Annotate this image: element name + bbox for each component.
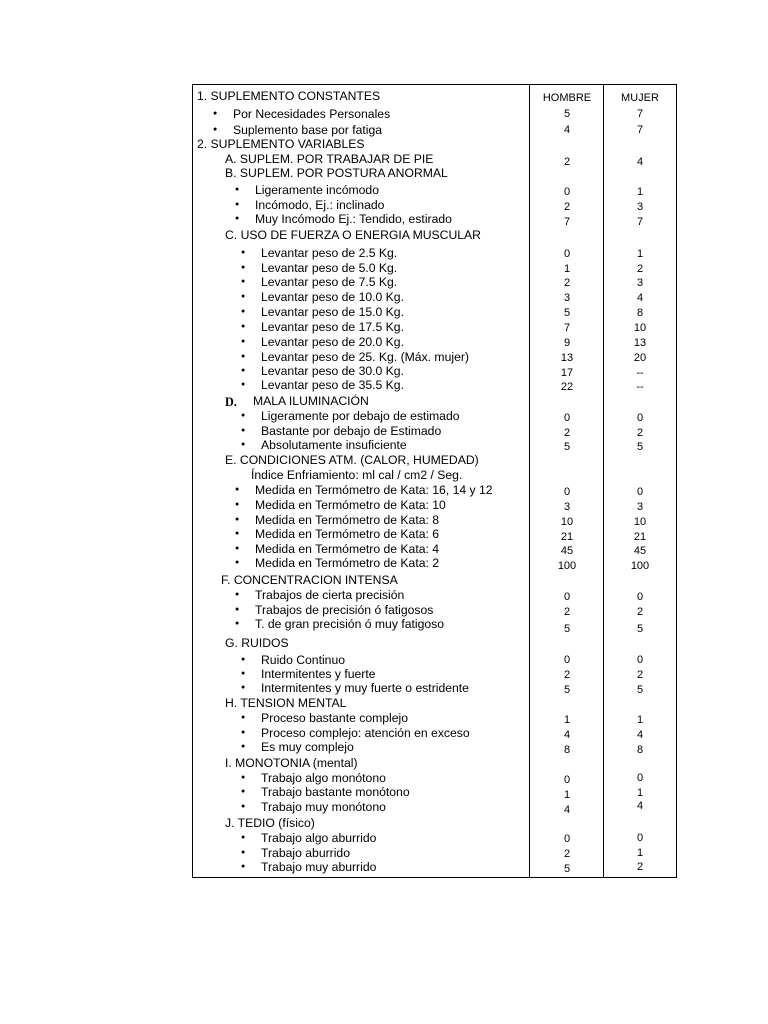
value-mujer: 0 (636, 772, 644, 784)
row-label: Proceso bastante complejo (261, 711, 409, 725)
bullet-icon: ● (241, 323, 246, 330)
bullet-icon: ● (241, 381, 246, 388)
value-hombre: 0 (563, 486, 571, 498)
value-hombre: 2 (563, 277, 571, 289)
bullet-icon: ● (235, 559, 240, 566)
row-label: Trabajo bastante monótono (261, 785, 410, 799)
row-label: A. SUPLEM. POR TRABAJAR DE PIE (225, 152, 434, 166)
row-label: Trabajo muy aburrido (261, 860, 377, 874)
value-mujer: 0 (636, 591, 644, 603)
value-mujer: 7 (636, 124, 644, 136)
header-hombre: HOMBRE (542, 92, 592, 104)
bullet-icon: ● (241, 670, 246, 677)
value-mujer: 2 (636, 427, 644, 439)
value-hombre: 3 (563, 501, 571, 513)
value-hombre: 21 (560, 531, 574, 543)
value-mujer: 45 (633, 545, 647, 557)
value-mujer: 2 (636, 263, 644, 275)
row-label: Levantar peso de 35.5 Kg. (261, 378, 404, 392)
value-hombre: 0 (563, 833, 571, 845)
value-mujer: 0 (636, 832, 644, 844)
value-mujer: 0 (636, 486, 644, 498)
bullet-icon: ● (235, 516, 240, 523)
value-hombre: 5 (563, 108, 571, 120)
bullet-icon: ● (241, 834, 246, 841)
value-mujer: -- (636, 367, 644, 379)
row-label: C. USO DE FUERZA O ENERGIA MUSCULAR (225, 228, 481, 242)
value-mujer: 4 (636, 156, 644, 168)
value-mujer: 1 (636, 248, 644, 260)
value-mujer: 3 (636, 277, 644, 289)
row-label: Medida en Termómetro de Kata: 6 (255, 527, 440, 541)
value-hombre: 0 (563, 248, 571, 260)
value-mujer: 10 (633, 516, 647, 528)
value-hombre: 2 (563, 669, 571, 681)
bullet-icon: ● (241, 412, 246, 419)
row-label: Intermitentes y muy fuerte o estridente (261, 681, 469, 695)
row-label: Trabajo muy monótono (261, 800, 386, 814)
row-label: Por Necesidades Personales (233, 107, 391, 121)
value-mujer: 0 (636, 654, 644, 666)
bullet-icon: ● (241, 774, 246, 781)
bullet-icon: ● (241, 249, 246, 256)
row-label: Levantar peso de 20.0 Kg. (261, 335, 404, 349)
row-label: Levantar peso de 15.0 Kg. (261, 305, 404, 319)
bullet-icon: ● (241, 353, 246, 360)
bullet-icon: ● (241, 863, 246, 870)
value-hombre: 13 (560, 352, 574, 364)
bullet-icon: ● (241, 338, 246, 345)
bullet-icon: ● (235, 530, 240, 537)
value-mujer: 2 (636, 669, 644, 681)
row-label: Índice Enfriamiento: ml cal / cm2 / Seg. (251, 468, 463, 482)
value-mujer: 7 (636, 216, 644, 228)
bullet-icon: ● (213, 126, 218, 133)
row-label: Trabajo algo aburrido (261, 831, 377, 845)
value-mujer: 4 (636, 729, 644, 741)
value-hombre: 2 (563, 606, 571, 618)
row-label: Levantar peso de 5.0 Kg. (261, 261, 398, 275)
row-label: B. SUPLEM. POR POSTURA ANORMAL (225, 166, 448, 180)
row-label: I. MONOTONIA (mental) (225, 756, 358, 770)
value-mujer: 1 (636, 714, 644, 726)
value-mujer: 8 (636, 744, 644, 756)
row-label: Ligeramente por debajo de estimado (261, 409, 460, 423)
value-hombre: 5 (563, 307, 571, 319)
row-label: Trabajo algo monótono (261, 771, 386, 785)
row-label: Trabajos de precisión ó fatigosos (255, 603, 434, 617)
value-hombre: 45 (560, 545, 574, 557)
value-mujer: 1 (636, 186, 644, 198)
row-label: 2. SUPLEMENTO VARIABLES (197, 137, 365, 151)
row-label: G. RUIDOS (225, 636, 289, 650)
value-mujer: 3 (636, 201, 644, 213)
value-hombre: 17 (560, 367, 574, 379)
value-hombre: 1 (563, 263, 571, 275)
value-hombre: 1 (563, 714, 571, 726)
row-label: Es muy complejo (261, 740, 354, 754)
row-label: Absolutamente insuficiente (261, 438, 407, 452)
row-label: Trabajo aburrido (261, 846, 350, 860)
value-hombre: 10 (560, 516, 574, 528)
bullet-icon: ● (241, 729, 246, 736)
value-hombre: 0 (563, 774, 571, 786)
row-label: Levantar peso de 17.5 Kg. (261, 320, 404, 334)
row-label: H. TENSION MENTAL (225, 696, 347, 710)
row-label: D. (225, 395, 237, 409)
bullet-icon: ● (241, 714, 246, 721)
bullet-icon: ● (241, 367, 246, 374)
value-hombre: 0 (563, 186, 571, 198)
row-label: Medida en Termómetro de Kata: 2 (255, 556, 440, 570)
row-label: E. CONDICIONES ATM. (CALOR, HUMEDAD) (225, 453, 479, 467)
row-label: Medida en Termómetro de Kata: 4 (255, 542, 440, 556)
bullet-icon: ● (213, 110, 218, 117)
value-hombre: 4 (563, 729, 571, 741)
value-hombre: 1 (563, 789, 571, 801)
bullet-icon: ● (235, 591, 240, 598)
value-hombre: 22 (560, 381, 574, 393)
bullet-icon: ● (235, 201, 240, 208)
value-hombre: 3 (563, 292, 571, 304)
value-mujer: 0 (636, 412, 644, 424)
value-mujer: 21 (633, 531, 647, 543)
row-label: Medida en Termómetro de Kata: 8 (255, 513, 440, 527)
value-mujer: 100 (630, 560, 650, 572)
value-mujer: 10 (633, 322, 647, 334)
bullet-icon: ● (241, 849, 246, 856)
bullet-icon: ● (241, 788, 246, 795)
value-mujer: 5 (636, 684, 644, 696)
row-label: Muy Incómodo Ej.: Tendido, estirado (255, 212, 452, 226)
value-hombre: 0 (563, 654, 571, 666)
column-divider-2 (603, 85, 604, 877)
value-hombre: 0 (563, 412, 571, 424)
bullet-icon: ● (235, 606, 240, 613)
value-mujer: 13 (633, 337, 647, 349)
row-label: Incómodo, Ej.: inclinado (255, 198, 385, 212)
value-mujer: 2 (636, 861, 644, 873)
row-label: J. TEDIO (físico) (225, 816, 315, 830)
column-divider-1 (529, 85, 530, 877)
value-hombre: 2 (563, 427, 571, 439)
value-hombre: 5 (563, 684, 571, 696)
bullet-icon: ● (241, 803, 246, 810)
value-mujer: 1 (636, 847, 644, 859)
row-label: Suplemento base por fatiga (233, 123, 383, 137)
value-hombre: 2 (563, 201, 571, 213)
bullet-icon: ● (235, 501, 240, 508)
row-label: Ligeramente incómodo (255, 183, 379, 197)
value-hombre: 5 (563, 863, 571, 875)
value-mujer: -- (636, 381, 644, 393)
row-label: Levantar peso de 10.0 Kg. (261, 290, 404, 304)
value-hombre: 2 (563, 156, 571, 168)
row-label: Levantar peso de 25. Kg. (Máx. mujer) (261, 350, 469, 364)
value-hombre: 9 (563, 337, 571, 349)
value-mujer: 1 (636, 787, 644, 799)
bullet-icon: ● (241, 441, 246, 448)
value-mujer: 4 (636, 292, 644, 304)
value-hombre: 5 (563, 441, 571, 453)
bullet-icon: ● (235, 186, 240, 193)
row-label: F. CONCENTRACION INTENSA (221, 573, 398, 587)
row-label: 1. SUPLEMENTO CONSTANTES (197, 89, 381, 103)
value-mujer: 5 (636, 623, 644, 635)
suplementos-table (192, 84, 677, 878)
value-mujer: 20 (633, 352, 647, 364)
row-label: Proceso complejo: atención en exceso (261, 726, 470, 740)
bullet-icon: ● (235, 620, 240, 627)
row-label: Medida en Termómetro de Kata: 16, 14 y 12 (255, 483, 493, 497)
bullet-icon: ● (241, 656, 246, 663)
value-hombre: 0 (563, 591, 571, 603)
row-label: Medida en Termómetro de Kata: 10 (255, 498, 446, 512)
row-label: Levantar peso de 30.0 Kg. (261, 364, 404, 378)
bullet-icon: ● (235, 545, 240, 552)
header-mujer: MUJER (621, 92, 659, 104)
bullet-icon: ● (241, 278, 246, 285)
value-hombre: 2 (563, 848, 571, 860)
value-mujer: 3 (636, 501, 644, 513)
bullet-icon: ● (241, 684, 246, 691)
bullet-icon: ● (241, 293, 246, 300)
bullet-icon: ● (235, 215, 240, 222)
value-mujer: 8 (636, 307, 644, 319)
value-hombre: 100 (557, 560, 577, 572)
value-hombre: 7 (563, 322, 571, 334)
bullet-icon: ● (235, 486, 240, 493)
row-label: Ruido Continuo (261, 653, 346, 667)
bullet-icon: ● (241, 743, 246, 750)
row-label: Bastante por debajo de Estimado (261, 424, 442, 438)
bullet-icon: ● (241, 308, 246, 315)
row-label: Intermitentes y fuerte (261, 667, 376, 681)
row-label: Levantar peso de 7.5 Kg. (261, 275, 398, 289)
row-label: Levantar peso de 2.5 Kg. (261, 246, 398, 260)
value-mujer: 2 (636, 606, 644, 618)
value-mujer: 5 (636, 441, 644, 453)
value-hombre: 8 (563, 744, 571, 756)
value-hombre: 4 (563, 804, 571, 816)
value-hombre: 5 (563, 623, 571, 635)
bullet-icon: ● (241, 427, 246, 434)
bullet-icon: ● (241, 264, 246, 271)
value-mujer: 4 (636, 800, 644, 812)
value-hombre: 4 (563, 124, 571, 136)
row-label: Trabajos de cierta precisión (255, 588, 405, 602)
value-mujer: 7 (636, 108, 644, 120)
row-label: MALA ILUMINACIÓN (253, 394, 369, 408)
row-label: T. de gran precisión ó muy fatigoso (255, 617, 445, 631)
value-hombre: 7 (563, 216, 571, 228)
